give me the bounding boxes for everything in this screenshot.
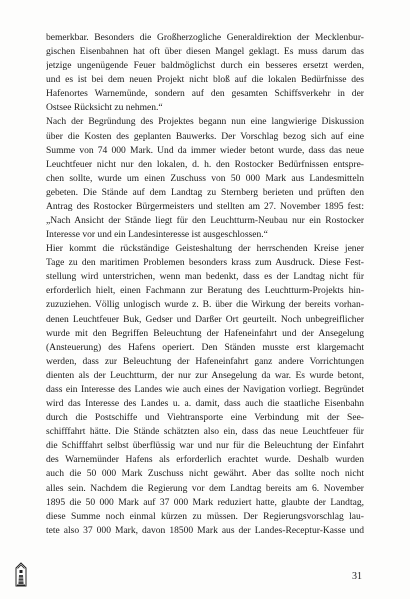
text-line: Summe von 74 000 Mark. Und da immer wieder betont wurde, dass das neue <box>46 144 364 156</box>
text-line: gebeten. Die Stände auf dem Landtag zu Sternberg berieten und prüften den <box>46 186 364 198</box>
text-line: Tage zu den maritimen Problemen besonders krass zum Ausdruck. Diese Fest- <box>46 257 364 269</box>
text-line: diese Summe noch einmal kürzen zu müssen. Der Regierungsvorschlag lau- <box>46 510 364 522</box>
lighthouse-emblem-icon <box>14 562 28 588</box>
text-line: des Warnemünder Hafens als erforderlich erachtet wurde. Deshalb wurden <box>46 454 364 466</box>
text-line: Ostsee Rücksicht zu nehmen.“ <box>46 102 163 114</box>
text-line: erforderlich hielt, einen Fachmann zur Beratung des Leuchtturm-Projekts hin- <box>46 285 364 297</box>
text-line: stellung wird unterstrichen, wenn man bedenkt, dass es der Landtag nicht für <box>46 271 364 283</box>
text-line: auch die 50 000 Mark Zuschuss nicht gewährt. Aber das sollte noch nicht <box>46 468 364 480</box>
page-footer <box>0 560 410 590</box>
text-line: über die Kosten des geplanten Bauwerks. Der Vorschlag bezog sich auf eine <box>46 130 364 142</box>
text-line: denen Leuchtfeuer Buk, Gedser und Darßer Ort geurteilt. Noch unbegreiflicher <box>46 313 364 325</box>
text-line: bemerkbar. Besonders die Großherzogliche Generaldirektion der Mecklenbur- <box>46 32 364 43</box>
text-line: Leuchtfeuer nicht nur den lokalen, d. h. den Rostocker Bedürfnissen entspre- <box>46 158 364 170</box>
text-line: dass ein Interesse des Landes wie auch eines der Navigation vorliegt. Begründet <box>46 383 364 395</box>
text-line: Interesse vor und ein Landesinteresse ist ausgeschlossen.“ <box>46 229 268 241</box>
text-line: 1895 die 50 000 Mark auf 37 000 Mark reduziert hatte, glaubte der Landtag, <box>46 496 364 508</box>
text-line: jetzige ungenügende Feuer baldmöglichst durch ein besseres ersetzt werden, <box>46 60 364 72</box>
text-line: werden, dass zur Beleuchtung der Hafeneinfahrt ganz andere Vorrichtungen <box>46 355 364 367</box>
text-line: „Nach Ansicht der Stände liegt für den Leuchtturm-Neubau nur ein Rostocker <box>46 215 364 227</box>
text-line: schifffahrt hätte. Die Stände schätzten also ein, dass das neue Leuchtfeuer für <box>46 426 364 438</box>
text-line: Antrag des Rostocker Bürgermeisters und stellten am 27. November 1895 fest: <box>46 200 364 212</box>
page-number: 31 <box>352 571 362 582</box>
text-line: und es ist bei dem neuen Projekt nicht bloß auf die lokalen Bedürfnisse des <box>46 74 364 86</box>
text-line: zuzuziehen. Völlig unlogisch wurde z. B. über die Wirkung der bereits vorhan- <box>46 299 364 311</box>
text-line: chen sollte, wurde um einen Zuschuss von 50 000 Mark aus Landesmitteln <box>46 172 364 184</box>
text-line: dienten als der Leuchtturm, der nur zur Ansegelung da war. Es wurde betont, <box>46 369 364 381</box>
body-text <box>46 31 364 538</box>
text-line: die Schifffahrt selbst überflüssig war und nur für die Beleuchtung der Einfahrt <box>46 440 364 452</box>
text-line: Nach der Begründung des Projektes begann nun eine langwierige Diskussion <box>46 116 364 128</box>
text-line: durch die Postschiffe und Viehtransporte eine Verbindung mit der See- <box>46 412 364 424</box>
text-line: Hafenortes Warnemünde, sondern auf den gesamten Schiffsverkehr in der <box>46 88 364 100</box>
text-line: alles sein. Nachdem die Regierung vor dem Landtag bereits am 6. November <box>46 482 364 494</box>
text-line: wird das Interesse des Landes u. a. damit, dass auch die staatliche Eisenbahn <box>46 398 364 410</box>
text-line: Hier kommt die rückständige Geisteshaltung der herrschenden Kreise jener <box>46 243 364 255</box>
text-line: tete also 37 000 Mark, davon 18500 Mark aus der Landes-Receptur-Kasse und <box>46 524 364 536</box>
text-line: (Ansteuerung) des Hafens operiert. Den Ständen musste erst klargemacht <box>46 341 364 353</box>
text-line: gischen Eisenbahnen hat oft über diesen Mangel geklagt. Es muss darum das <box>46 46 364 58</box>
text-line: wurde mit den Begriffen Beleuchtung der Hafeneinfahrt und der Ansegelung <box>46 327 364 339</box>
